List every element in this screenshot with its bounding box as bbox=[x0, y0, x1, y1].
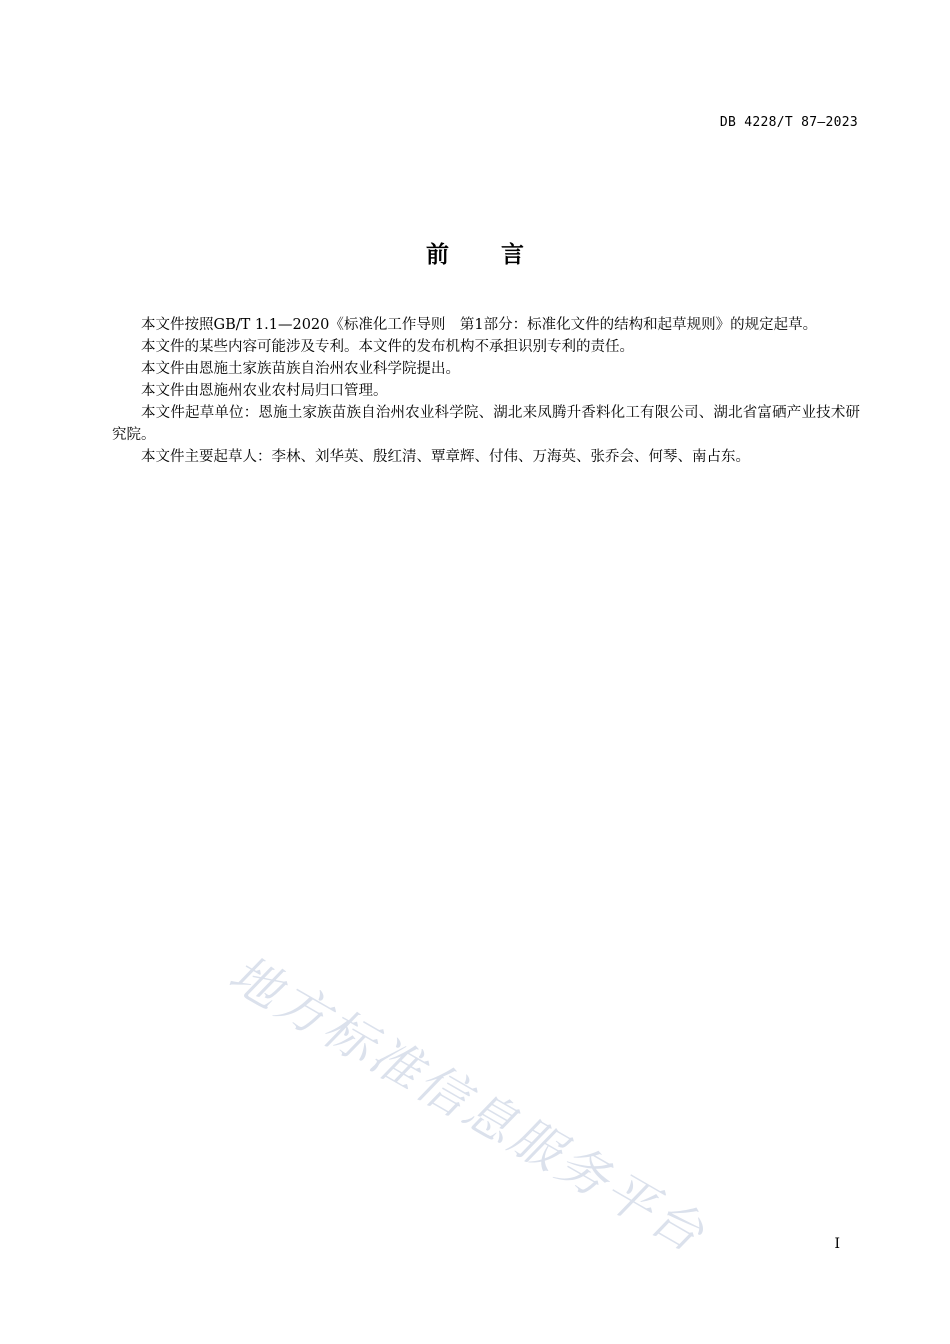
paragraph-drafters: 本文件主要起草人：李林、刘华英、殷红清、覃章辉、付伟、万海英、张乔会、何琴、南占东。 bbox=[141, 449, 750, 465]
paragraph-patent-notice: 本文件的某些内容可能涉及专利。本文件的发布机构不承担识别专利的责任。 bbox=[141, 339, 634, 355]
paragraph-administrator: 本文件由恩施州农业农村局归口管理。 bbox=[141, 383, 388, 399]
paragraph-drafting-units: 本文件起草单位：恩施土家族苗族自治州农业科学院、湖北来凤腾升香料化工有限公司、湖北省富硒产业技术研究院。 bbox=[112, 405, 860, 443]
document-code: DB 4228/T 87—2023 bbox=[719, 115, 858, 130]
page-number: I bbox=[834, 1236, 840, 1252]
paragraph-drafting-rules: 本文件按照GB/T 1.1—2020《标准化工作导则 第1部分：标准化文件的结构和起草规则》的规定起草。 bbox=[141, 317, 818, 333]
foreword-body bbox=[112, 314, 860, 468]
paragraph-proposer: 本文件由恩施土家族苗族自治州农业科学院提出。 bbox=[141, 361, 460, 377]
page-title: 前言 bbox=[426, 242, 576, 268]
watermark: 地方标准信息服务平台 bbox=[219, 944, 717, 1265]
